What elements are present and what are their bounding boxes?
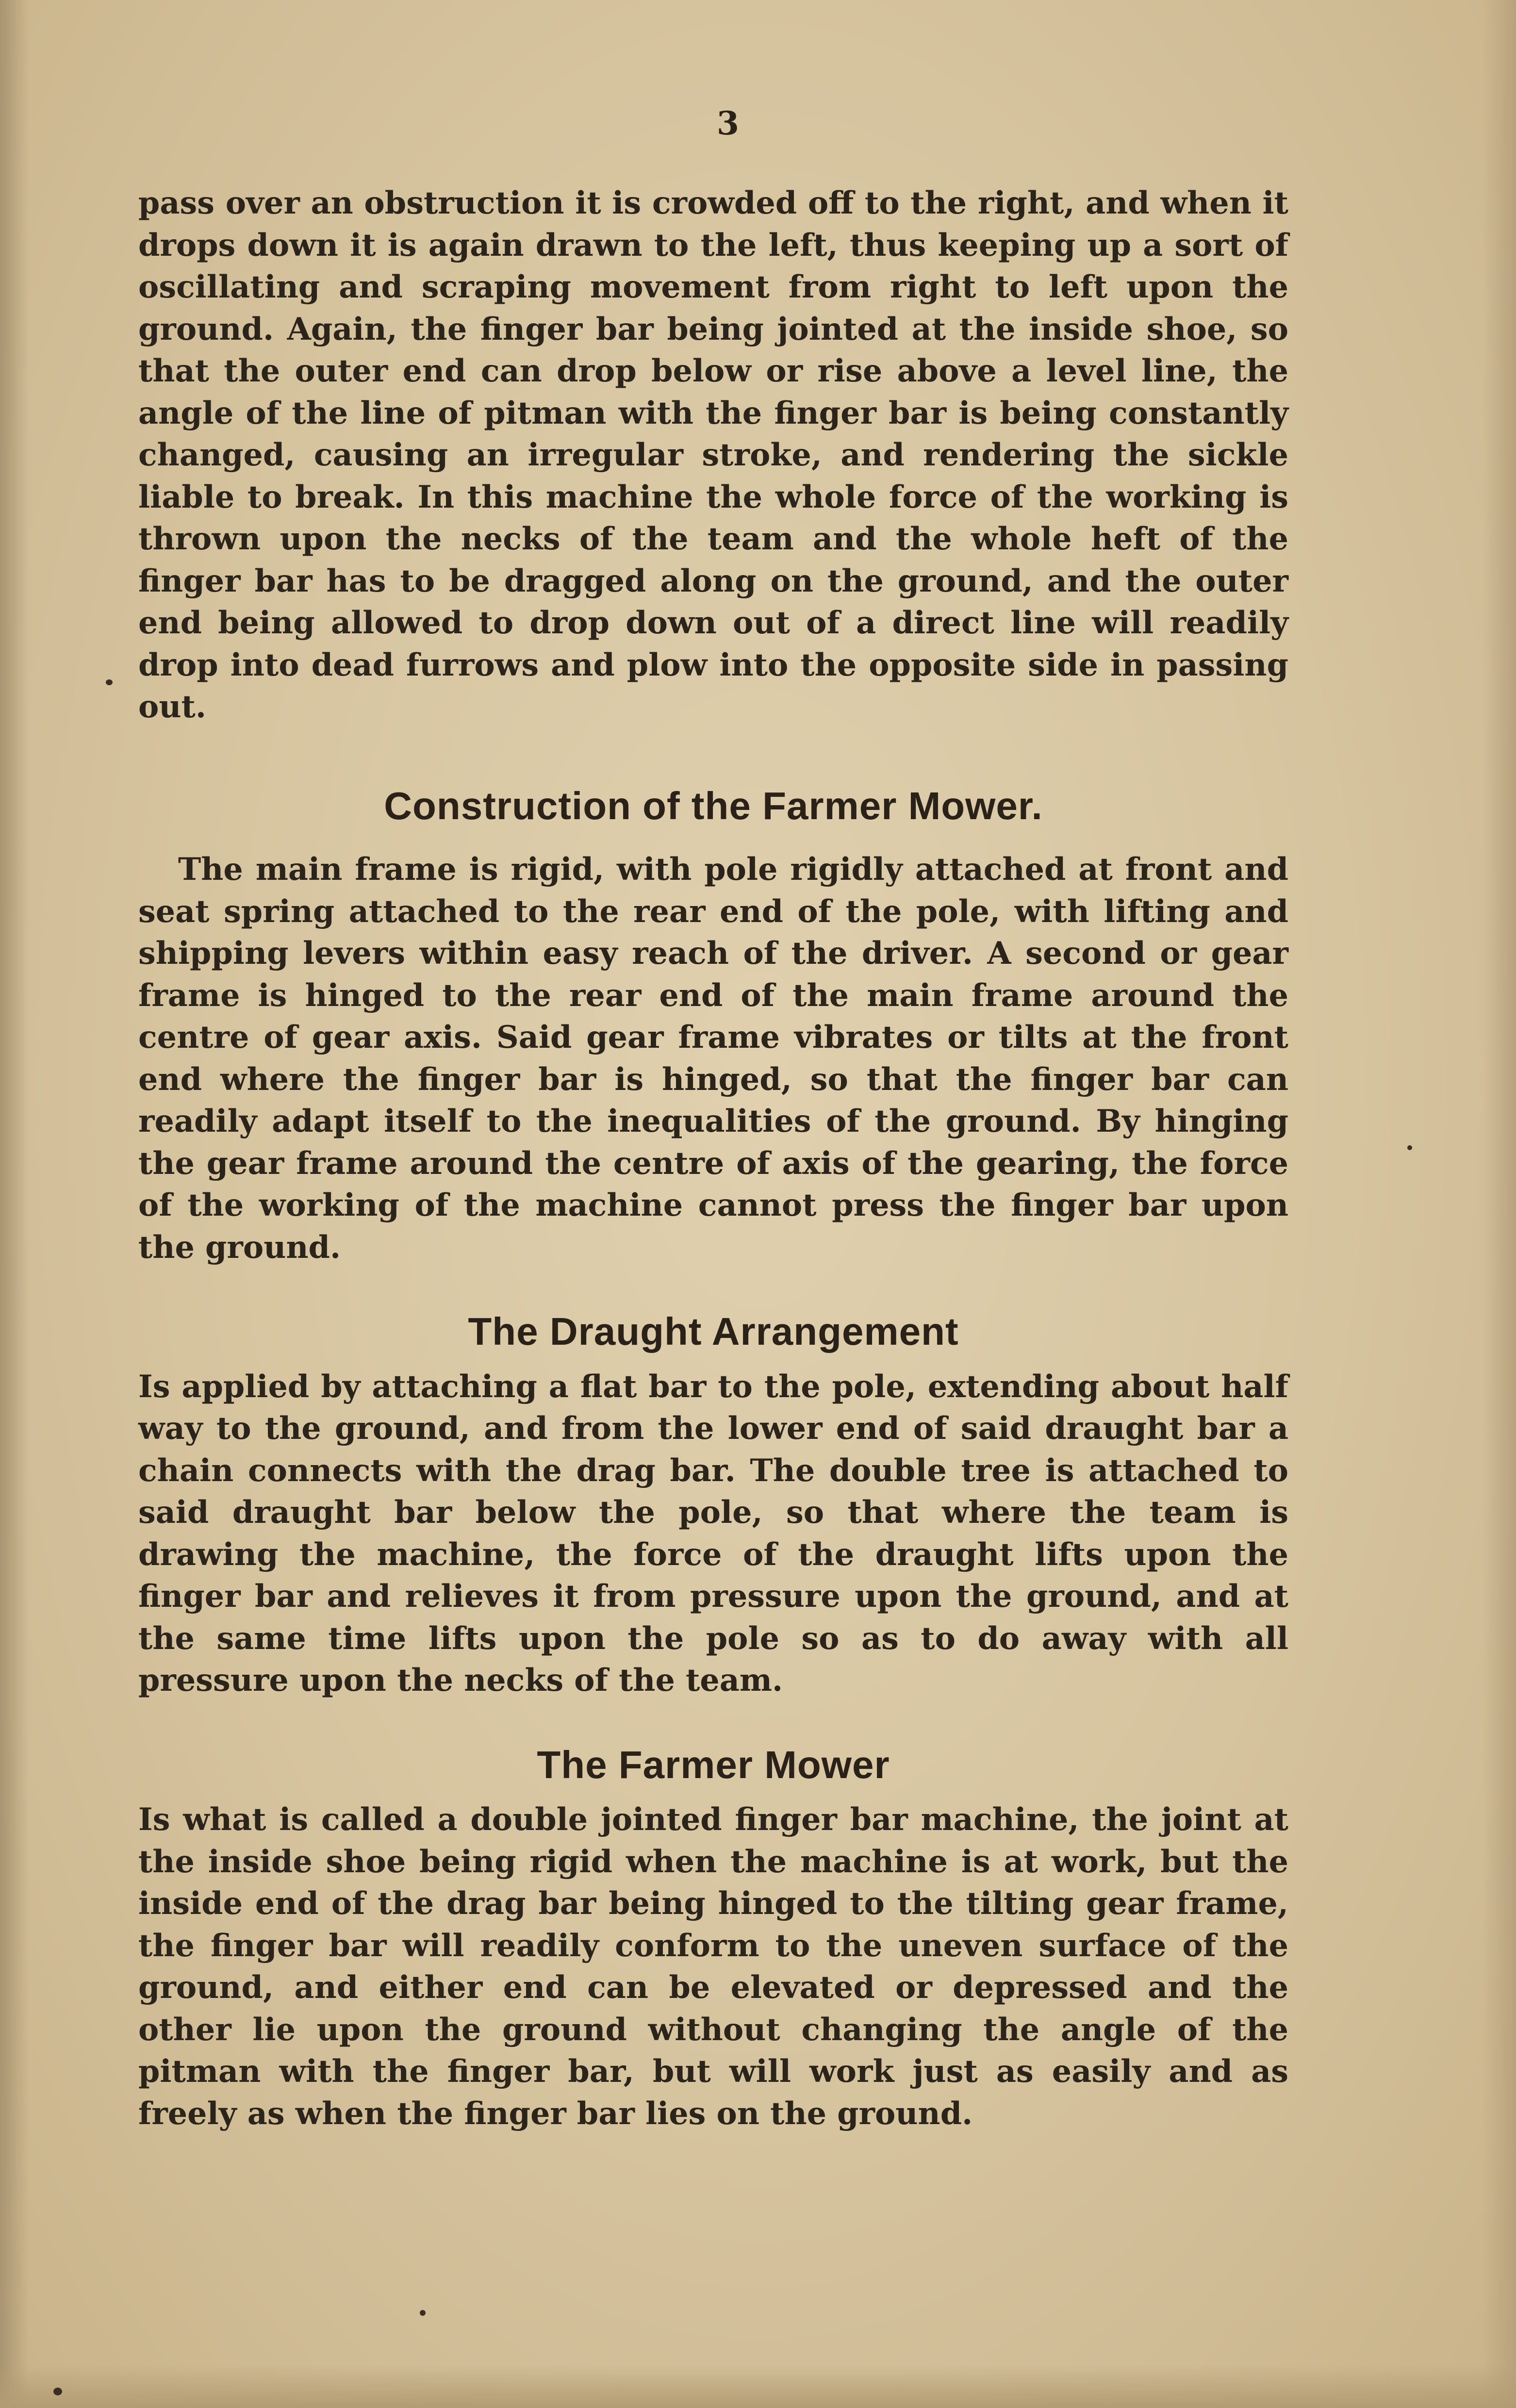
paragraph-draught-arrangement: Is applied by attaching a flat bar to the pole, extending about half way to the ground, and from the lower end of said draught bar a chain connects with the drag bar. The double tree is attached to said draught bar below the pole, so that where the team is drawing the machine, the force of the draught lifts upon the finger bar and relieves it from pressure upon the ground, and at the same time lifts upon the pole so as to do away with all pressure upon the necks of the team. [138,1368,1288,1698]
paragraph-farmer-mower: Is what is called a double jointed finger bar machine, the joint at the inside shoe being rigid when the machine is at work, but the inside end of the drag bar being hinged to the tilting gear frame, the finger bar will readily conform to the uneven surface of the ground, and either end can be elevated or depressed and the other lie upon the ground without changing the angle of the pitman with the finger bar, but will work just as easily and as freely as when the finger bar lies on the ground. [138,1801,1288,2131]
ink-speck [420,2310,426,2316]
heading-construction: Construction of the Farmer Mower. [384,784,1043,827]
page-edge-shadow-bottom [0,2364,1516,2408]
heading-draught-arrangement: The Draught Arrangement [468,1310,959,1353]
ink-speck [53,2388,62,2395]
page-body [138,182,1288,2134]
ink-speck [1407,1145,1412,1150]
heading-farmer-mower: The Farmer Mower [537,1743,890,1786]
paragraph-construction: The main frame is rigid, with pole rigidly attached at front and seat spring attached to the rear end of the pole, with lifting and shipping levers within easy reach of the driver. A second or gear frame is hinged to the rear end of the main frame around the centre of gear axis. Said gear frame vibrates or tilts at the front end where the finger bar is hinged, so that the finger bar can readily adapt itself to the inequalities of the ground. By hinging the gear frame around the centre of axis of the gearing, the force of the working of the machine cannot press the finger bar upon the ground. [138,851,1288,1265]
page-edge-shadow-left [0,0,29,2408]
page-number: 3 [717,104,739,142]
ink-speck [106,679,113,685]
paragraph-continuation: pass over an obstruction it is crowded off to the right, and when it drops down it is again drawn to the left, thus keeping up a sort of oscillating and scraping movement from right to left upon the ground. Again, the finger bar being jointed at the inside shoe, so that the outer end can drop below or rise above a level line, the angle of the line of pitman with the finger bar is being constantly changed, causing an irregular stroke, and rendering the sickle liable to break. In this machine the whole force of the working is thrown upon the necks of the team and the whole heft of the finger bar has to be dragged along on the ground, and the outer end being allowed to drop down out of a direct line will readily drop into dead furrows and plow into the opposite side in passing out. [138,184,1288,725]
page-edge-shadow-right [1482,0,1516,2408]
